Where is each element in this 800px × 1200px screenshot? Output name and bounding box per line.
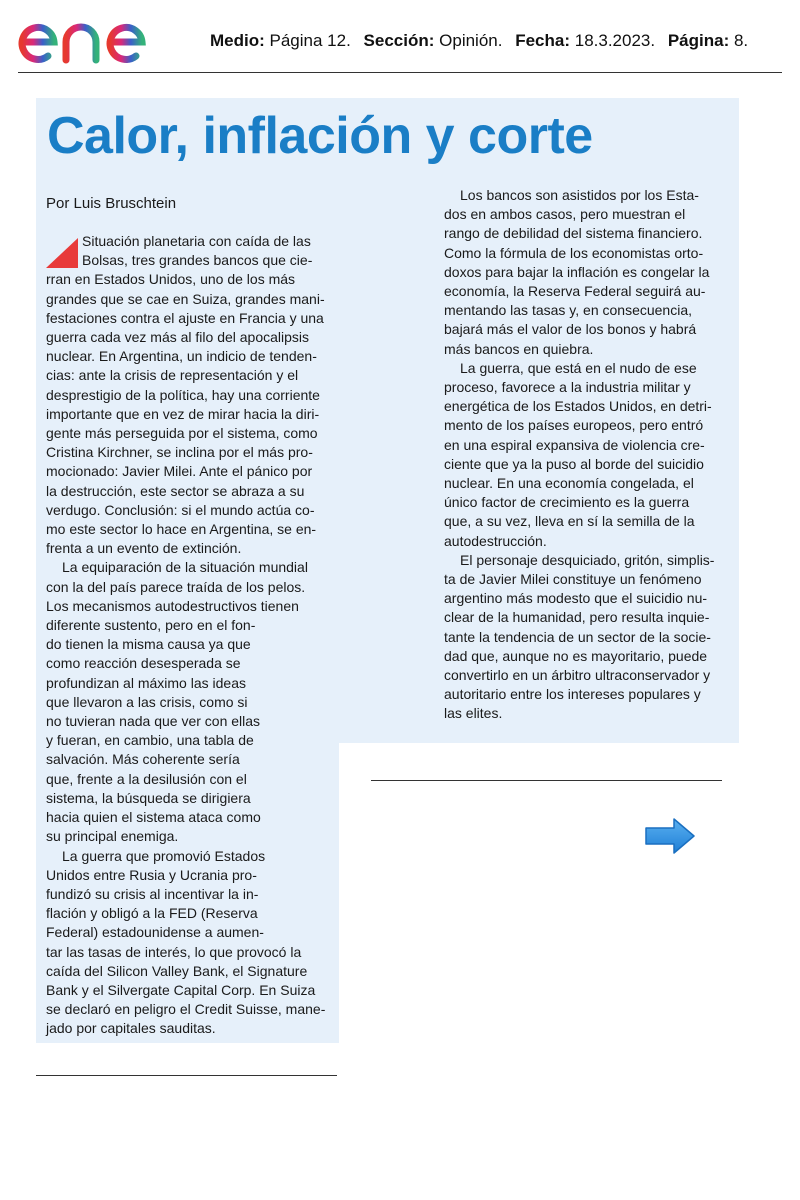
article-line: El personaje desquiciado, gritón, simplis- [460,551,715,568]
article-line: con la del país parece traída de los pelos. [46,578,306,595]
article-line: nuclear. En una economía congelada, el [444,475,694,492]
article-line: la destrucción, este sector se abraza a su [46,482,305,499]
article-line: do tienen la misma causa ya que [46,636,251,653]
medio-value: Página 12. [269,31,351,50]
article-line: autodestrucción. [444,532,547,549]
article-column-left [46,232,331,1039]
clipping-metadata [210,31,795,51]
article-line: rango de debilidad del sistema financiero. [444,225,703,242]
article-line: autoritario entre los intereses populares y [444,686,701,703]
article-line: desprestigio de la política, hay una corriente [46,386,320,403]
article-line: su principal enemiga. [46,828,179,845]
article-line: argentino más modesto que el suicidio nu- [444,590,708,607]
pagina-label: Página: [667,31,730,50]
pagina-value: 8. [733,31,749,50]
article-line: frenta a un evento de extinción. [46,540,242,557]
article-line: gente más perseguida por el sistema, como [46,425,318,442]
article-line: cias: ante la crisis de representación y el [46,367,299,384]
article-line: festaciones contra el ajuste en Francia y una [46,309,324,326]
article-line: hacia quien el sistema ataca como [46,809,261,826]
article-line: convertirlo en un árbitro ultraconservador y [444,667,711,684]
article-line: tar las tasas de interés, lo que provocó la [46,943,302,960]
article-line: grandes que se cae en Suiza, grandes mani- [46,290,325,307]
article-line: que, frente a la desilusión con el [46,770,247,787]
article-line: Unidos entre Rusia y Ucrania pro- [46,866,257,883]
article-title: Calor, inflación y corte [47,107,593,165]
enel-logo [16,6,184,68]
header-divider [18,72,782,73]
article-line: importante que en vez de mirar hacia la diri- [46,405,320,422]
article-line: dad que, aunque no es mayoritario, puede [444,647,708,664]
article-line: fundizó su crisis al incentivar la in- [46,885,259,902]
article-line: Los bancos son asistidos por los Esta- [460,187,699,203]
article-line: mentando las tasas y, en consecuencia, [444,302,693,319]
fecha-value: 18.3.2023. [574,31,656,50]
article-line: proceso, favorece a la industria militar y [444,379,691,396]
article-line: Como la fórmula de los economistas orto- [444,244,704,261]
article-byline: Por Luis Bruschtein [46,195,177,212]
article-line: salvación. Más coherente sería [46,751,240,768]
article-line: Cristina Kirchner, se inclina por el más pro- [46,444,313,461]
article-line: bajará más el valor de los bonos y habrá [444,321,697,338]
article-line: guerra cada vez más al filo del apocalipsis [46,329,310,346]
article-line: y fueran, en cambio, una tabla de [46,732,254,749]
article-line: Federal) estadounidense a aumen- [46,924,264,941]
seccion-label: Sección: [363,31,435,50]
article-line: que, a su vez, lleva en sí la semilla de la [444,513,695,530]
article-line: las elites. [444,705,503,722]
article-line: flación y obligó a la FED (Reserva [46,905,258,922]
article-line: ta de Javier Milei constituye un fenómeno [444,571,702,588]
article-line: dos en ambos casos, pero muestran el [444,206,686,223]
seccion-value: Opinión. [439,31,503,50]
article-line: La equiparación de la situación mundial [62,559,308,576]
article-line: se declaró en peligro el Credit Suisse, mane- [46,1001,326,1018]
article-line: no tuvieran nada que ver con ellas [46,713,261,730]
article-line: ciente que ya la puso al borde del suicidio [444,455,704,472]
article-end-divider [36,1075,337,1076]
article-line: que llevaron a las crisis, como si [46,693,248,710]
article-line: Situación planetaria con caída de las [82,233,311,249]
article-line: La guerra que promovió Estados [62,847,266,864]
article-line: rran en Estados Unidos, uno de los más [46,271,296,288]
article-line: Bank y el Silvergate Capital Corp. En Suiza [46,981,316,998]
article-line: energética de los Estados Unidos, en detri- [444,398,712,415]
medio-label: Medio: [210,31,265,50]
article-line: diferente sustento, pero en el fon- [46,617,256,634]
article-line: en una espiral expansiva de violencia cre- [444,436,705,453]
article-line: mocionado: Javier Milei. Ante el pánico por [46,463,313,480]
fecha-label: Fecha: [515,31,570,50]
article-line: clear de la humanidad, pero resulta inquie- [444,609,710,626]
article-line: más bancos en quiebra. [444,340,594,357]
column-end-divider [371,780,722,781]
article-line: profundizan al máximo las ideas [46,674,246,691]
article-line: doxos para bajar la inflación es congelar la [444,263,710,280]
article-line: mo este sector lo hace en Argentina, se en- [46,521,317,538]
article-line: Los mecanismos autodestructivos tienen [46,597,299,614]
article-column-right [444,186,729,724]
article-line: como reacción desesperada se [46,655,241,672]
article-line: caída del Silicon Valley Bank, el Signature [46,962,308,979]
article-line: único factor de crecimiento es la guerra [444,494,690,511]
article-line: economía, la Reserva Federal seguirá au- [444,283,706,300]
article-line: nuclear. En Argentina, un indicio de tenden- [46,348,317,365]
article-line: tante la tendencia de un sector de la socie- [444,628,711,645]
article-line: Bolsas, tres grandes bancos que cie- [82,252,313,269]
article-line: sistema, la búsqueda se dirigiera [46,789,251,806]
right-arrow-icon[interactable] [644,818,696,854]
article-line: La guerra, que está en el nudo de ese [460,359,697,376]
article-line: jado por capitales sauditas. [46,1020,216,1037]
article-line: mento de los países europeos, pero entró [444,417,704,434]
article-line: verdugo. Conclusión: si el mundo actúa co- [46,501,315,518]
